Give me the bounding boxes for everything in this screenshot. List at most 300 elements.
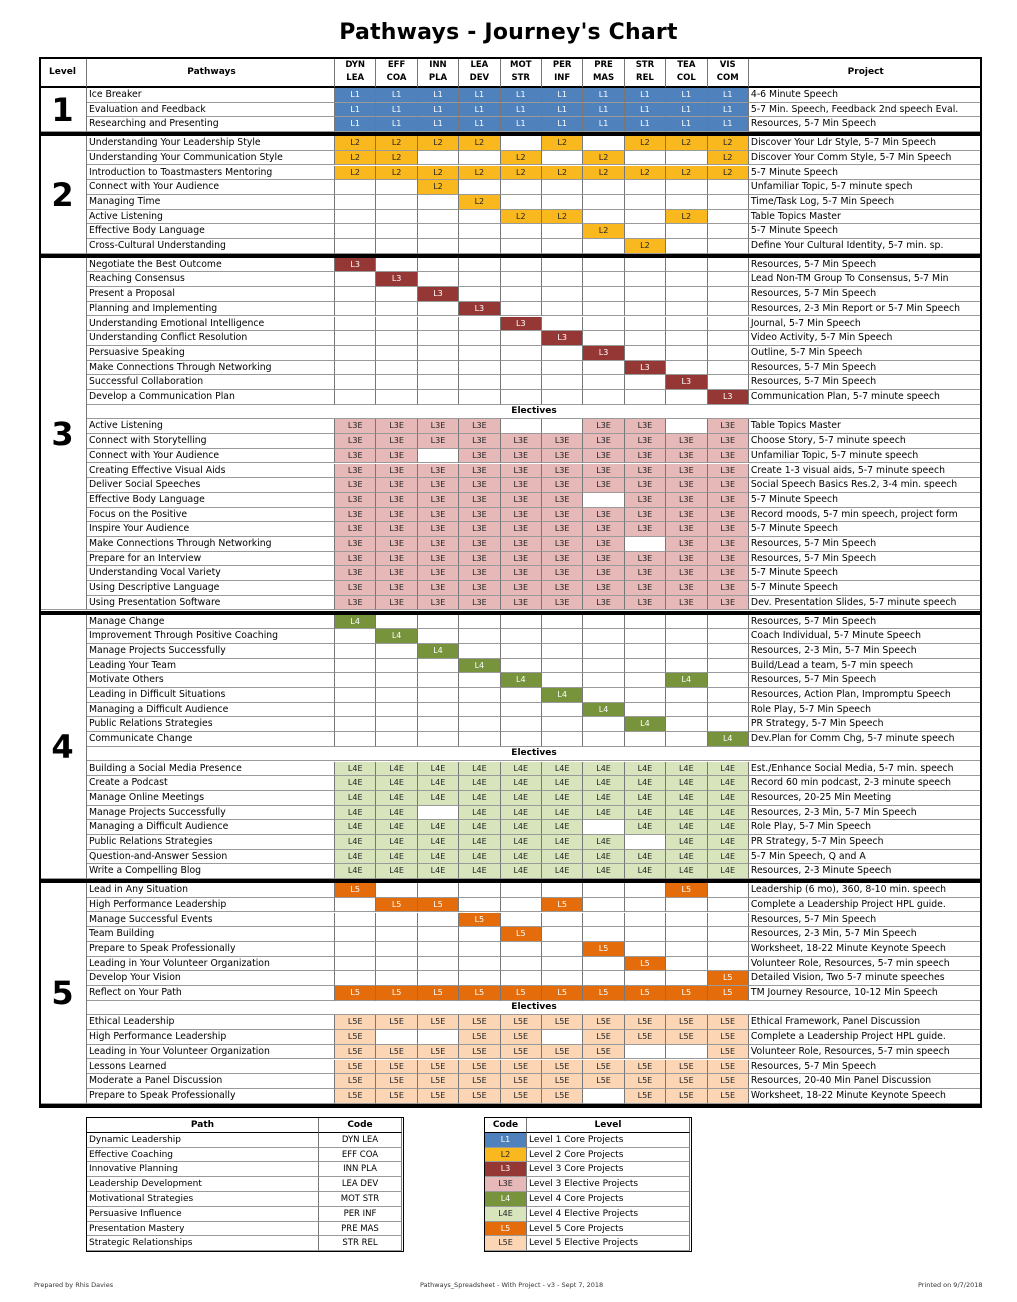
project-name: Creating Effective Visual Aids (87, 464, 335, 479)
path-legend-row (87, 1177, 403, 1192)
table-row (39, 864, 982, 879)
path-legend-code: DYN LEA (319, 1133, 402, 1148)
level-code-badge: L1 (501, 117, 542, 132)
path-cell (583, 258, 624, 273)
level-code-badge: L4E (625, 806, 666, 821)
table-row (39, 942, 982, 957)
path-cell (625, 375, 666, 390)
path-cell (625, 644, 666, 659)
path-cell (666, 258, 707, 273)
path-legend-name: Strategic Relationships (87, 1236, 319, 1251)
level-code-badge: L3E (708, 449, 749, 464)
path-cell (418, 195, 459, 210)
project-description: Outline, 5-7 Min Speech (749, 346, 982, 361)
table-row (39, 508, 982, 523)
level-code-badge: L5E (418, 1074, 459, 1089)
level-code-badge: L5E (583, 1074, 624, 1089)
project-name: Leading Your Team (87, 659, 335, 674)
level-code-badge: L5E (666, 1030, 707, 1045)
project-name: Manage Projects Successfully (87, 806, 335, 821)
path-legend-name: Effective Coaching (87, 1148, 319, 1163)
project-description: Lead Non-TM Group To Consensus, 5-7 Min (749, 272, 982, 287)
project-description: Define Your Cultural Identity, 5-7 min. sp. (749, 239, 982, 254)
level-code-badge: L1 (459, 117, 500, 132)
level-number: 2 (39, 137, 87, 253)
path-cell (583, 732, 624, 747)
path-cell (708, 239, 749, 254)
level-code-badge: L5E (666, 1089, 707, 1104)
project-description: 5-7 Minute Speech (749, 224, 982, 239)
path-cell (542, 302, 583, 317)
path-cell (542, 615, 583, 630)
table-row (39, 493, 982, 508)
level-code-badge: L5E (418, 1060, 459, 1075)
level-code-badge: L5 (459, 986, 500, 1001)
header-path-code-line1: EFF (387, 60, 406, 70)
path-cell (625, 346, 666, 361)
path-cell (501, 224, 542, 239)
level-code-badge: L2 (583, 224, 624, 239)
level-code-badge: L3E (708, 478, 749, 493)
level-code-badge: L1 (625, 103, 666, 118)
path-cell (708, 331, 749, 346)
path-cell (625, 302, 666, 317)
path-cell (542, 957, 583, 972)
level-code-badge: L3E (501, 581, 542, 596)
path-cell (583, 688, 624, 703)
level-code-badge: L3E (708, 596, 749, 611)
project-description: Volunteer Role, Resources, 5-7 min speech (749, 957, 982, 972)
level-code-badge: L3E (376, 537, 417, 552)
table-row (39, 449, 982, 464)
project-name: Leading in Your Volunteer Organization (87, 957, 335, 972)
path-cell (335, 942, 376, 957)
level-code-badge: L1 (418, 103, 459, 118)
level-code-badge: L4E (376, 806, 417, 821)
path-cell (501, 717, 542, 732)
level-code-badge: L4E (583, 864, 624, 879)
code-legend-row (485, 1162, 691, 1177)
level-code-badge: L5E (459, 1074, 500, 1089)
path-cell (666, 629, 707, 644)
table-row (39, 522, 982, 537)
level-code-badge: L3E (542, 508, 583, 523)
path-cell (335, 195, 376, 210)
level-code-badge: L3 (501, 317, 542, 332)
path-cell (335, 210, 376, 225)
level-code-badge: L4E (666, 762, 707, 777)
header-path-code-line2: COL (676, 73, 696, 83)
project-name: Make Connections Through Networking (87, 537, 335, 552)
path-cell (625, 287, 666, 302)
path-cell (666, 317, 707, 332)
path-cell (376, 287, 417, 302)
table-row (39, 210, 982, 225)
table-row (39, 732, 982, 747)
header-row (39, 57, 982, 88)
path-cell (418, 302, 459, 317)
level-code-badge: L5E (542, 1060, 583, 1075)
level-code-badge: L4E (335, 762, 376, 777)
project-description: Resources, 5-7 Min Speech (749, 1060, 982, 1075)
table-row (39, 806, 982, 821)
level-code-badge: L3E (542, 434, 583, 449)
level-code-badge: L3E (501, 537, 542, 552)
level-code-badge: L3E (708, 434, 749, 449)
path-cell (376, 913, 417, 928)
level-code-badge: L5E (418, 1045, 459, 1060)
project-name: Effective Body Language (87, 493, 335, 508)
path-cell (376, 317, 417, 332)
path-cell (583, 659, 624, 674)
table-row (39, 1089, 982, 1104)
level-code-badge: L3E (708, 537, 749, 552)
path-cell (542, 971, 583, 986)
path-cell (666, 239, 707, 254)
path-cell (501, 180, 542, 195)
project-name: Manage Online Meetings (87, 791, 335, 806)
path-cell (666, 390, 707, 405)
project-description: Build/Lead a team, 5-7 min speech (749, 659, 982, 674)
level-code-badge: L3E (625, 419, 666, 434)
path-cell (459, 210, 500, 225)
path-cell (583, 317, 624, 332)
path-cell (625, 898, 666, 913)
level-code-badge: L5E (666, 1074, 707, 1089)
level-code-badge: L4E (583, 850, 624, 865)
level-code-badge: L2 (625, 239, 666, 254)
path-cell (418, 449, 459, 464)
level-code-badge: L3E (501, 508, 542, 523)
path-cell (666, 913, 707, 928)
path-cell (708, 688, 749, 703)
path-cell (459, 361, 500, 376)
project-name: High Performance Leadership (87, 898, 335, 913)
path-cell (501, 361, 542, 376)
header-path-code (459, 57, 500, 88)
path-cell (376, 644, 417, 659)
path-cell (625, 703, 666, 718)
level-code-badge: L3E (376, 581, 417, 596)
path-cell (418, 361, 459, 376)
path-cell (376, 180, 417, 195)
header-path-code-line1: PRE (594, 60, 613, 70)
level-code-badge: L5 (625, 986, 666, 1001)
footer-printed-date: Printed on 9/7/2018 (918, 1281, 983, 1289)
table-row (39, 688, 982, 703)
level-code-badge: L4E (542, 791, 583, 806)
level-code-badge: L4E (459, 762, 500, 777)
path-cell (335, 898, 376, 913)
level-code-badge: L5 (542, 986, 583, 1001)
level-code-badge: L1 (542, 103, 583, 118)
electives-heading: Electives (87, 1001, 982, 1016)
level-code-badge: L2 (583, 166, 624, 181)
path-cell (666, 927, 707, 942)
project-description: Resources, 5-7 Min Speech (749, 913, 982, 928)
path-cell (542, 913, 583, 928)
project-name: Manage Projects Successfully (87, 644, 335, 659)
table-row (39, 596, 982, 611)
path-cell (376, 927, 417, 942)
path-cell (542, 629, 583, 644)
level-code-badge: L5E (708, 1045, 749, 1060)
level-code-badge: L5 (666, 883, 707, 898)
level-code-badge: L2 (459, 195, 500, 210)
level-code-badge: L5 (708, 971, 749, 986)
project-name: Understanding Conflict Resolution (87, 331, 335, 346)
path-cell (708, 883, 749, 898)
project-name: Managing a Difficult Audience (87, 703, 335, 718)
level-code-badge: L1 (708, 117, 749, 132)
level-code-badge: L4E (501, 820, 542, 835)
path-cell (376, 1030, 417, 1045)
level-code-badge: L2 (542, 210, 583, 225)
code-legend-level: Level 3 Elective Projects (527, 1177, 690, 1192)
path-cell (666, 717, 707, 732)
path-cell (666, 180, 707, 195)
project-description: Communication Plan, 5-7 minute speech (749, 390, 982, 405)
path-cell (376, 210, 417, 225)
path-cell (376, 258, 417, 273)
path-cell (418, 210, 459, 225)
project-description: Video Activity, 5-7 Min Speech (749, 331, 982, 346)
path-cell (666, 1045, 707, 1060)
path-cell (418, 331, 459, 346)
path-cell (625, 659, 666, 674)
header-path-code (625, 57, 666, 88)
header-path-code (542, 57, 583, 88)
table-row (39, 478, 982, 493)
level-code-badge: L3E (501, 464, 542, 479)
path-cell (542, 317, 583, 332)
path-cell (501, 195, 542, 210)
project-description: Discover Your Ldr Style, 5-7 Min Speech (749, 136, 982, 151)
level-code-badge: L3E (376, 522, 417, 537)
path-cell (335, 913, 376, 928)
path-cell (335, 331, 376, 346)
path-cell (708, 195, 749, 210)
path-cell (418, 806, 459, 821)
table-row (39, 762, 982, 777)
path-cell (666, 302, 707, 317)
path-cell (542, 659, 583, 674)
path-legend-row (87, 1148, 403, 1163)
path-cell (418, 272, 459, 287)
path-cell (542, 258, 583, 273)
level-code-badge: L4E (459, 791, 500, 806)
project-description: Journal, 5-7 Min Speech (749, 317, 982, 332)
level-code-badge: L3E (501, 449, 542, 464)
path-cell (376, 615, 417, 630)
project-name: Active Listening (87, 419, 335, 434)
level-code-badge: L3E (459, 552, 500, 567)
level-code-badge: L2 (376, 151, 417, 166)
level-code-badge: L5E (376, 1089, 417, 1104)
path-cell (459, 717, 500, 732)
path-cell (335, 659, 376, 674)
project-name: Prepare for an Interview (87, 552, 335, 567)
project-name: Public Relations Strategies (87, 835, 335, 850)
path-cell (418, 224, 459, 239)
path-cell (501, 346, 542, 361)
path-cell (583, 644, 624, 659)
level-code-badge: L3E (376, 552, 417, 567)
path-cell (583, 883, 624, 898)
path-cell (418, 346, 459, 361)
level-code-badge: L3E (459, 508, 500, 523)
level-code-badge: L3E (583, 419, 624, 434)
path-cell (666, 224, 707, 239)
path-cell (459, 971, 500, 986)
path-legend-row (87, 1133, 403, 1148)
table-row (39, 151, 982, 166)
path-cell (542, 151, 583, 166)
level-code-badge: L1 (501, 88, 542, 103)
level-code-badge: L5E (485, 1236, 527, 1251)
table-row (39, 898, 982, 913)
level-code-badge: L3 (542, 331, 583, 346)
level-code-badge: L3 (376, 272, 417, 287)
project-name: Understanding Vocal Variety (87, 566, 335, 581)
level-code-badge: L3E (459, 464, 500, 479)
project-description: Role Play, 5-7 Min Speech (749, 703, 982, 718)
level-code-badge: L3E (708, 581, 749, 596)
level-code-badge: L3E (542, 522, 583, 537)
path-cell (666, 703, 707, 718)
project-name: Deliver Social Speeches (87, 478, 335, 493)
level-code-badge: L4E (418, 776, 459, 791)
path-cell (335, 180, 376, 195)
level-code-badge: L5 (459, 913, 500, 928)
project-description: Create 1-3 visual aids, 5-7 minute speech (749, 464, 982, 479)
header-path-code-line2: STR (511, 73, 530, 83)
path-cell (708, 673, 749, 688)
path-cell (501, 375, 542, 390)
level-code-badge: L4E (708, 806, 749, 821)
project-description: Choose Story, 5-7 minute speech (749, 434, 982, 449)
level-code-badge: L3E (583, 552, 624, 567)
level-code-badge: L3E (459, 434, 500, 449)
project-description: Record moods, 5-7 min speech, project form (749, 508, 982, 523)
project-name: Focus on the Positive (87, 508, 335, 523)
level-code-badge: L1 (501, 103, 542, 118)
level-code-badge: L2 (583, 151, 624, 166)
level-code-badge: L5E (376, 1060, 417, 1075)
table-row (39, 986, 982, 1001)
path-cell (625, 732, 666, 747)
header-path-code-line2: PLA (428, 73, 448, 83)
path-cell (459, 927, 500, 942)
table-row (39, 88, 982, 103)
level-code-badge: L3E (335, 478, 376, 493)
level-code-badge: L3E (335, 596, 376, 611)
path-cell (459, 272, 500, 287)
path-legend-row (87, 1162, 403, 1177)
path-cell (542, 224, 583, 239)
table-row (39, 166, 982, 181)
table-row (39, 835, 982, 850)
level-code-badge: L3E (666, 434, 707, 449)
project-description: Ethical Framework, Panel Discussion (749, 1015, 982, 1030)
path-cell (708, 703, 749, 718)
level-code-badge: L4 (708, 732, 749, 747)
project-name: Understanding Emotional Intelligence (87, 317, 335, 332)
level-code-badge: L5E (335, 1015, 376, 1030)
level-code-badge: L4E (459, 806, 500, 821)
path-cell (625, 180, 666, 195)
level-number: 5 (39, 884, 87, 1103)
path-legend-name: Innovative Planning (87, 1162, 319, 1177)
project-name: Prepare to Speak Professionally (87, 1089, 335, 1104)
path-cell (335, 629, 376, 644)
level-code-badge: L1 (666, 103, 707, 118)
level-code-badge: L5E (335, 1089, 376, 1104)
path-cell (459, 898, 500, 913)
level-code-badge: L3E (335, 537, 376, 552)
path-cell (459, 942, 500, 957)
level-code-badge: L3E (625, 552, 666, 567)
level-code-badge: L3E (418, 478, 459, 493)
level-code-badge: L1 (335, 103, 376, 118)
path-cell (708, 346, 749, 361)
level-code-badge: L3 (625, 361, 666, 376)
table-row (39, 1015, 982, 1030)
project-description: 5-7 Minute Speech (749, 493, 982, 508)
level-code-badge: L3E (666, 508, 707, 523)
level-code-badge: L3 (708, 390, 749, 405)
level-code-badge: L2 (459, 136, 500, 151)
level-code-badge: L5E (542, 1089, 583, 1104)
project-name: Communicate Change (87, 732, 335, 747)
level-code-badge: L3E (418, 522, 459, 537)
path-cell (625, 537, 666, 552)
path-cell (501, 287, 542, 302)
level-code-badge: L1 (418, 117, 459, 132)
code-legend-row (485, 1236, 691, 1251)
level-code-badge: L5E (501, 1089, 542, 1104)
path-cell (376, 195, 417, 210)
path-cell (501, 136, 542, 151)
path-cell (335, 346, 376, 361)
level-code-badge: L4E (708, 791, 749, 806)
level-code-badge: L3E (376, 419, 417, 434)
project-description: 5-7 Minute Speech (749, 581, 982, 596)
path-cell (501, 688, 542, 703)
level-code-badge: L4E (542, 806, 583, 821)
level-code-badge: L4E (666, 791, 707, 806)
level-code-badge: L4E (625, 864, 666, 879)
level-code-badge: L3E (583, 566, 624, 581)
path-cell (708, 942, 749, 957)
project-description: Unfamiliar Topic, 5-7 minute spech (749, 180, 982, 195)
level-code-badge: L3E (501, 552, 542, 567)
project-description: Resources, 2-3 Min, 5-7 Min Speech (749, 927, 982, 942)
table-row (39, 272, 982, 287)
level-code-badge: L5E (335, 1045, 376, 1060)
level-code-badge: L3E (625, 581, 666, 596)
level-code-badge: L3E (542, 493, 583, 508)
path-cell (666, 272, 707, 287)
electives-heading: Electives (87, 405, 982, 420)
path-cell (583, 302, 624, 317)
project-name: Reflect on Your Path (87, 986, 335, 1001)
level-code-badge: L4E (501, 791, 542, 806)
table-row (39, 581, 982, 596)
project-name: Develop Your Vision (87, 971, 335, 986)
path-cell (542, 346, 583, 361)
project-description: Leadership (6 mo), 360, 8-10 min. speech (749, 883, 982, 898)
